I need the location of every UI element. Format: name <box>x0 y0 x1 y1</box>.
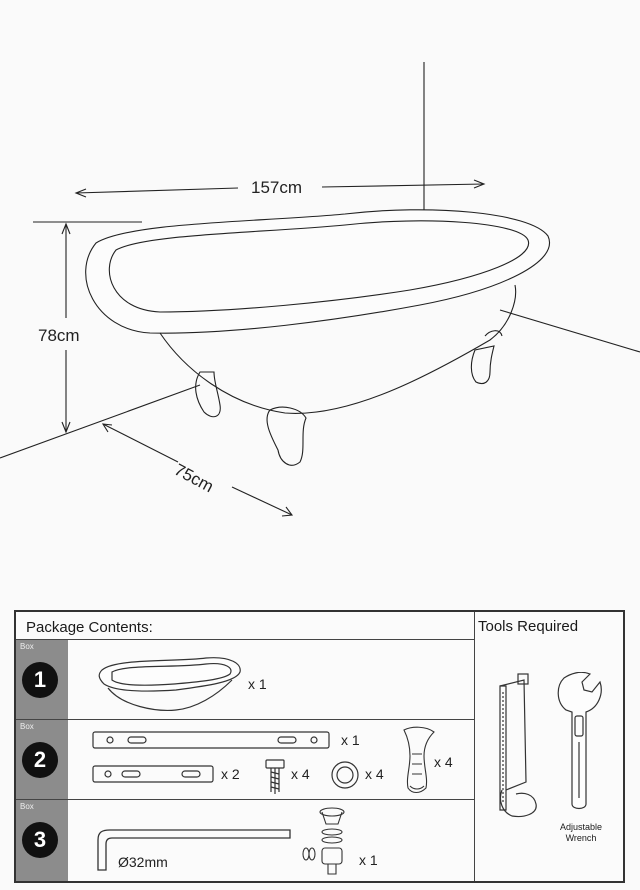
box-row-3 <box>16 800 474 881</box>
claw-foot-quantity: x 4 <box>434 754 453 770</box>
box-side-3 <box>16 800 68 881</box>
box-tag: Box <box>20 642 34 651</box>
width-dim-line-top <box>103 424 178 462</box>
bathtub-quantity: x 1 <box>248 676 267 692</box>
package-table <box>14 610 625 883</box>
box-tag: Box <box>20 802 34 811</box>
box-number-2: 2 <box>22 742 58 778</box>
box-side-2 <box>16 720 68 799</box>
tools-required-header: Tools Required <box>478 618 579 635</box>
short-bracket-quantity: x 2 <box>221 766 240 782</box>
width-dim-line-bottom <box>232 487 292 515</box>
foot-front-left <box>196 372 221 417</box>
bolt-quantity: x 4 <box>291 766 310 782</box>
foot-back-right <box>471 346 494 384</box>
box-number-3: 3 <box>22 822 58 858</box>
hacksaw-icon <box>494 672 544 820</box>
foot-back-right-top <box>485 331 502 336</box>
long-bracket-icon <box>92 730 332 750</box>
tub-rim <box>86 210 550 333</box>
bathtub-icon <box>96 650 246 716</box>
adjustable-wrench-label <box>546 822 616 844</box>
drain-assembly-quantity: x 1 <box>359 852 378 868</box>
adjustable-wrench-icon <box>554 672 604 812</box>
short-bracket-icon <box>92 764 216 784</box>
floor-wall-line-left <box>0 385 200 458</box>
width-dimension-label: 75cm <box>171 460 217 497</box>
length-dim-line-right <box>322 184 484 187</box>
box-row-1 <box>16 640 474 720</box>
drain-assembly-icon <box>298 804 354 878</box>
box-side-1 <box>16 640 68 719</box>
waste-pipe-diameter: Ø32mm <box>118 854 168 870</box>
box-number-1: 1 <box>22 662 58 698</box>
length-dim-line-left <box>76 188 238 193</box>
bolt-icon <box>264 758 286 796</box>
box-row-2 <box>16 720 474 800</box>
floor-wall-line-right <box>500 310 640 352</box>
wrench-label-line2: Wrench <box>565 833 597 843</box>
wrench-label-line1: Adjustable <box>559 822 603 832</box>
washer-icon <box>330 760 360 790</box>
package-contents-section <box>16 612 475 881</box>
washer-quantity: x 4 <box>365 766 384 782</box>
long-bracket-quantity: x 1 <box>341 732 360 748</box>
foot-front-right <box>267 407 306 465</box>
package-contents-header: Package Contents: <box>16 612 474 640</box>
claw-foot-icon <box>398 724 438 796</box>
height-dimension-label: 78cm <box>38 326 80 345</box>
length-dimension-label: 157cm <box>251 178 303 197</box>
box-tag: Box <box>20 722 34 731</box>
